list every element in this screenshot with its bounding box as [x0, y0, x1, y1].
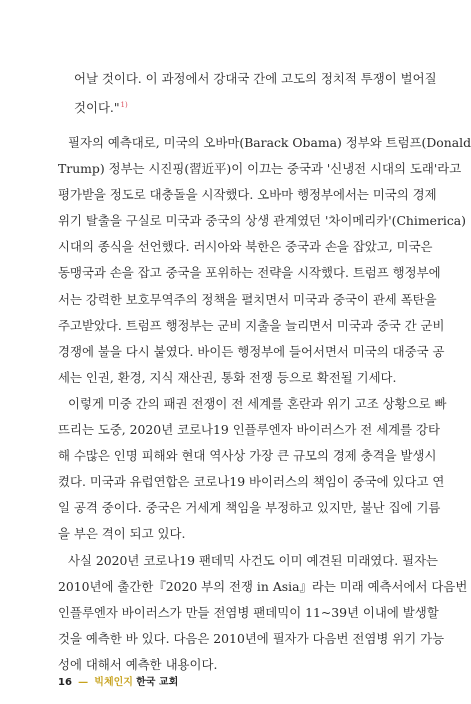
paragraph-line: 일 공격 중이다. 중국은 거세게 책임을 부정하고 있지만, 불난 집에 기름 [58, 500, 441, 516]
paragraph-line: 동맹국과 손을 잡고 중국을 포위하는 전략을 시작했다. 트럼프 행정부에 [58, 265, 441, 281]
paragraph-line: 인플루엔자 바이러스가 만들 전염병 팬데믹이 11~39년 이내에 발생할 [58, 604, 439, 620]
paragraph [58, 130, 471, 391]
book-title-accent: 빅체인지 [94, 677, 133, 688]
paragraph-line: 시대의 종식을 선언했다. 러시아와 북한은 중국과 손을 잡았고, 미국은 [58, 239, 433, 255]
paragraph-line: 2010년에 출간한『2020 부의 전쟁 in Asia』라는 미래 예측서에서 다음번 [58, 578, 468, 594]
paragraph-line: 성에 대해서 예측한 내용이다. [58, 656, 218, 672]
paragraph-line: 켰다. 미국과 유럽연합은 코로나19 바이러스의 책임이 중국에 있다고 연 [58, 474, 445, 490]
paragraph-line: 평가받을 정도로 대충돌을 시작했다. 오바마 행정부에서는 미국의 경제 [58, 187, 437, 203]
footnote-reference[interactable]: 1) [120, 101, 128, 110]
paragraph-line: 서는 강력한 보호무역주의 정책을 펼치면서 미국과 중국이 관세 폭탄을 [58, 291, 437, 307]
paragraph-line: 이렇게 미중 간의 패권 전쟁이 전 세계를 혼란과 위기 고조 상황으로 빠 [68, 395, 447, 411]
paragraph [58, 391, 447, 548]
paragraph-line: 뜨리는 도중, 2020년 코로나19 인플루엔자 바이러스가 전 세계를 강타 [58, 422, 440, 438]
quote-line-text: 것이다." [74, 100, 120, 116]
page-footer [58, 673, 178, 688]
paragraph-line: 주고받았다. 트럼프 행정부는 군비 지출을 늘리면서 미국과 중국 간 군비 [58, 317, 445, 333]
paragraph-line: 해 수많은 인명 피해와 현대 역사상 가장 큰 규모의 경제 충격을 발생시 [58, 448, 437, 464]
paragraph-line: 사실 2020년 코로나19 팬데믹 사건도 이미 예견된 미래였다. 필자는 [68, 552, 439, 568]
paragraph-line: 을 부은 격이 되고 있다. [58, 526, 186, 542]
footer-separator: — [78, 677, 89, 688]
book-title-rest: 한국 교회 [136, 677, 179, 688]
body-text [58, 130, 471, 678]
paragraph-line: 것을 예측한 바 있다. 다음은 2010년에 필자가 다음번 전염병 위기 가능 [58, 630, 445, 646]
quote-line: 어날 것이다. 이 과정에서 강대국 간에 고도의 정치적 투쟁이 벌어질 [74, 71, 437, 86]
quotation-block [74, 66, 437, 118]
page-number: 16 [58, 677, 72, 688]
paragraph-line: Trump) 정부는 시진핑(習近平)이 이끄는 중국과 '신냉전 시대의 도래'라고 [58, 161, 462, 177]
paragraph-line: 세는 인권, 환경, 지식 재산권, 통화 전쟁 등으로 확전될 기세다. [58, 369, 397, 385]
paragraph-line: 필자의 예측대로, 미국의 오바마(Barack Obama) 정부와 트럼프(Donald [68, 135, 471, 150]
paragraph [58, 548, 468, 678]
paragraph-line: 경쟁에 불을 다시 붙였다. 바이든 행정부에 들어서면서 미국의 대중국 공 [58, 343, 445, 359]
quote-line [74, 92, 414, 118]
paragraph-line: 위기 탈출을 구실로 미국과 중국의 상생 관계였던 '차이메리카'(Chimerica) [58, 213, 467, 229]
